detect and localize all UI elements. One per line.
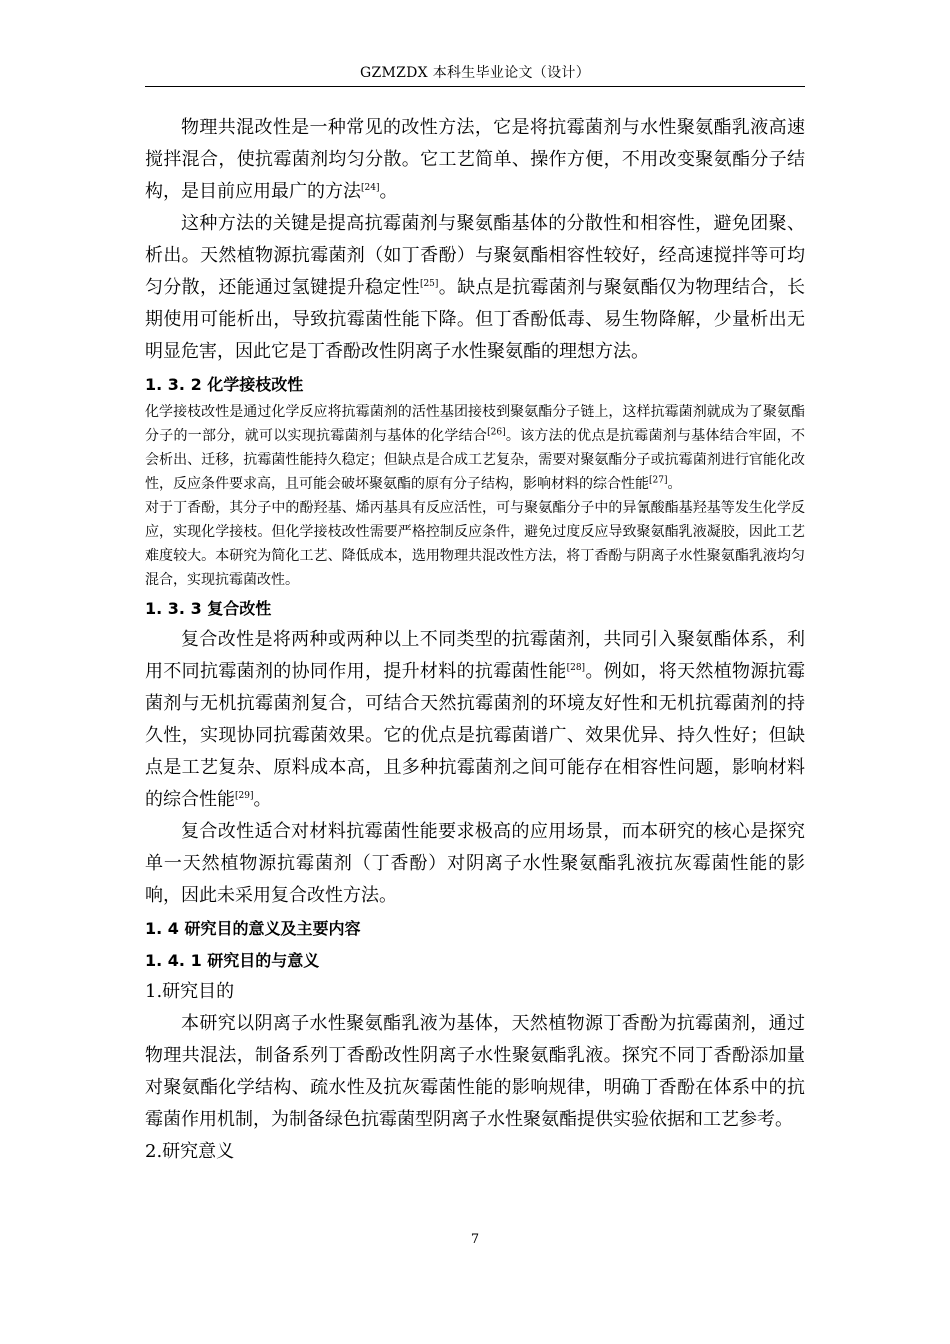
paragraph-blending-key: 这种方法的关键是提高抗霉菌剂与聚氨酯基体的分散性和相容性，避免团聚、析出。天然植物源抗霉菌剂（如丁香酚）与聚氨酯相容性较好，经高速搅拌等可均匀分散，还能通过氢键提升稳定性[25]。缺点是抗霉菌剂与聚氨酯仅为物理结合，长期使用可能析出，导致抗霉菌性能下降。但丁香酚低毒、易生物降解，少量析出无明显危害，因此它是丁香酚改性阴离子水性聚氨酯的理想方法。 [145,213,806,362]
running-header: GZMZDX 本科生毕业论文（设计） [359,65,590,81]
citation: [26] [487,427,506,438]
citation: [28] [566,663,586,673]
paragraph-research-purpose: 本研究以阴离子水性聚氨酯乳液为基体，天然植物源丁香酚为抗霉菌剂，通过物理共混法，制备系列丁香酚改性阴离子水性聚氨酯乳液。探究不同丁香酚添加量对聚氨酯化学结构、疏水性及抗灰霉菌性能的影响规律，明确丁香酚在体系中的抗霉菌作用机制，为制备绿色抗霉菌型阴离子水性聚氨酯提供实验依据和工艺参考。 [145,1013,805,1130]
citation: [27] [649,475,668,486]
section-heading-1-3-2: 1. 3. 2 化学接枝改性 [145,375,304,394]
list-item-research-purpose: 1.研究目的 [145,981,235,1002]
paragraph-composite-application: 复合改性适合对材料抗霉菌性能要求极高的应用场景，而本研究的核心是探究单一天然植物源抗霉菌剂（丁香酚）对阴离子水性聚氨酯乳液抗灰霉菌性能的影响，因此未采用复合改性方法。 [145,821,805,906]
list-item-research-significance: 2.研究意义 [145,1141,235,1162]
paragraph-chemical-grafting: 化学接枝改性是通过化学反应将抗霉菌剂的活性基团接枝到聚氨酯分子链上，这样抗霉菌剂就成为了聚氨酯分子的一部分，就可以实现抗霉菌剂与基体的化学结合[26]。该方法的优点是抗霉菌剂与基体结合牢固，不会析出、迁移，抗霉菌性能持久稳定；但缺点是合成工艺复杂，需要对聚氨酯分子或抗霉菌剂进行官能化改性，反应条件要求高，且可能会破坏聚氨酯的原有分子结构，影响材料的综合性能[27]。 [145,404,805,492]
paragraph-composite-modification: 复合改性是将两种或两种以上不同类型的抗霉菌剂，共同引入聚氨酯体系，利用不同抗霉菌剂的协同作用，提升材料的抗霉菌性能[28]。例如，将天然植物源抗霉菌剂与无机抗霉菌剂复合，可结合天然抗霉菌剂的环境友好性和无机抗霉菌剂的持久性，实现协同抗霉菌效果。它的优点是抗霉菌谱广、效果优异、持久性好；但缺点是工艺复杂、原料成本高，且多种抗霉菌剂之间可能存在相容性问题，影响材料的综合性能[29]。 [145,629,806,810]
section-heading-1-3-3: 1. 3. 3 复合改性 [145,599,272,618]
body-content [145,112,805,1168]
section-heading-1-4-1: 1. 4. 1 研究目的与意义 [145,951,320,970]
paragraph-eugenol-grafting: 对于丁香酚，其分子中的酚羟基、烯丙基具有反应活性，可与聚氨酯分子中的异氰酸酯基羟基等发生化学反应，实现化学接枝。但化学接枝改性需要严格控制反应条件，避免过度反应导致聚氨酯乳液凝胶，因此工艺难度较大。本研究为简化工艺、降低成本，选用物理共混改性方法，将丁香酚与阴离子水性聚氨酯乳液均匀混合，实现抗霉菌改性。 [145,500,805,588]
page-number: 7 [470,1232,480,1247]
citation: [24] [361,183,380,193]
citation: [29] [235,791,254,801]
section-heading-1-4: 1. 4 研究目的意义及主要内容 [145,919,361,938]
header-rule [145,86,805,87]
paragraph-physical-blending: 物理共混改性是一种常见的改性方法，它是将抗霉菌剂与水性聚氨酯乳液高速搅拌混合，使抗霉菌剂均匀分散。它工艺简单、操作方便，不用改变聚氨酯分子结构，是目前应用最广的方法[24]。 [145,117,805,202]
citation: [25] [419,279,439,289]
